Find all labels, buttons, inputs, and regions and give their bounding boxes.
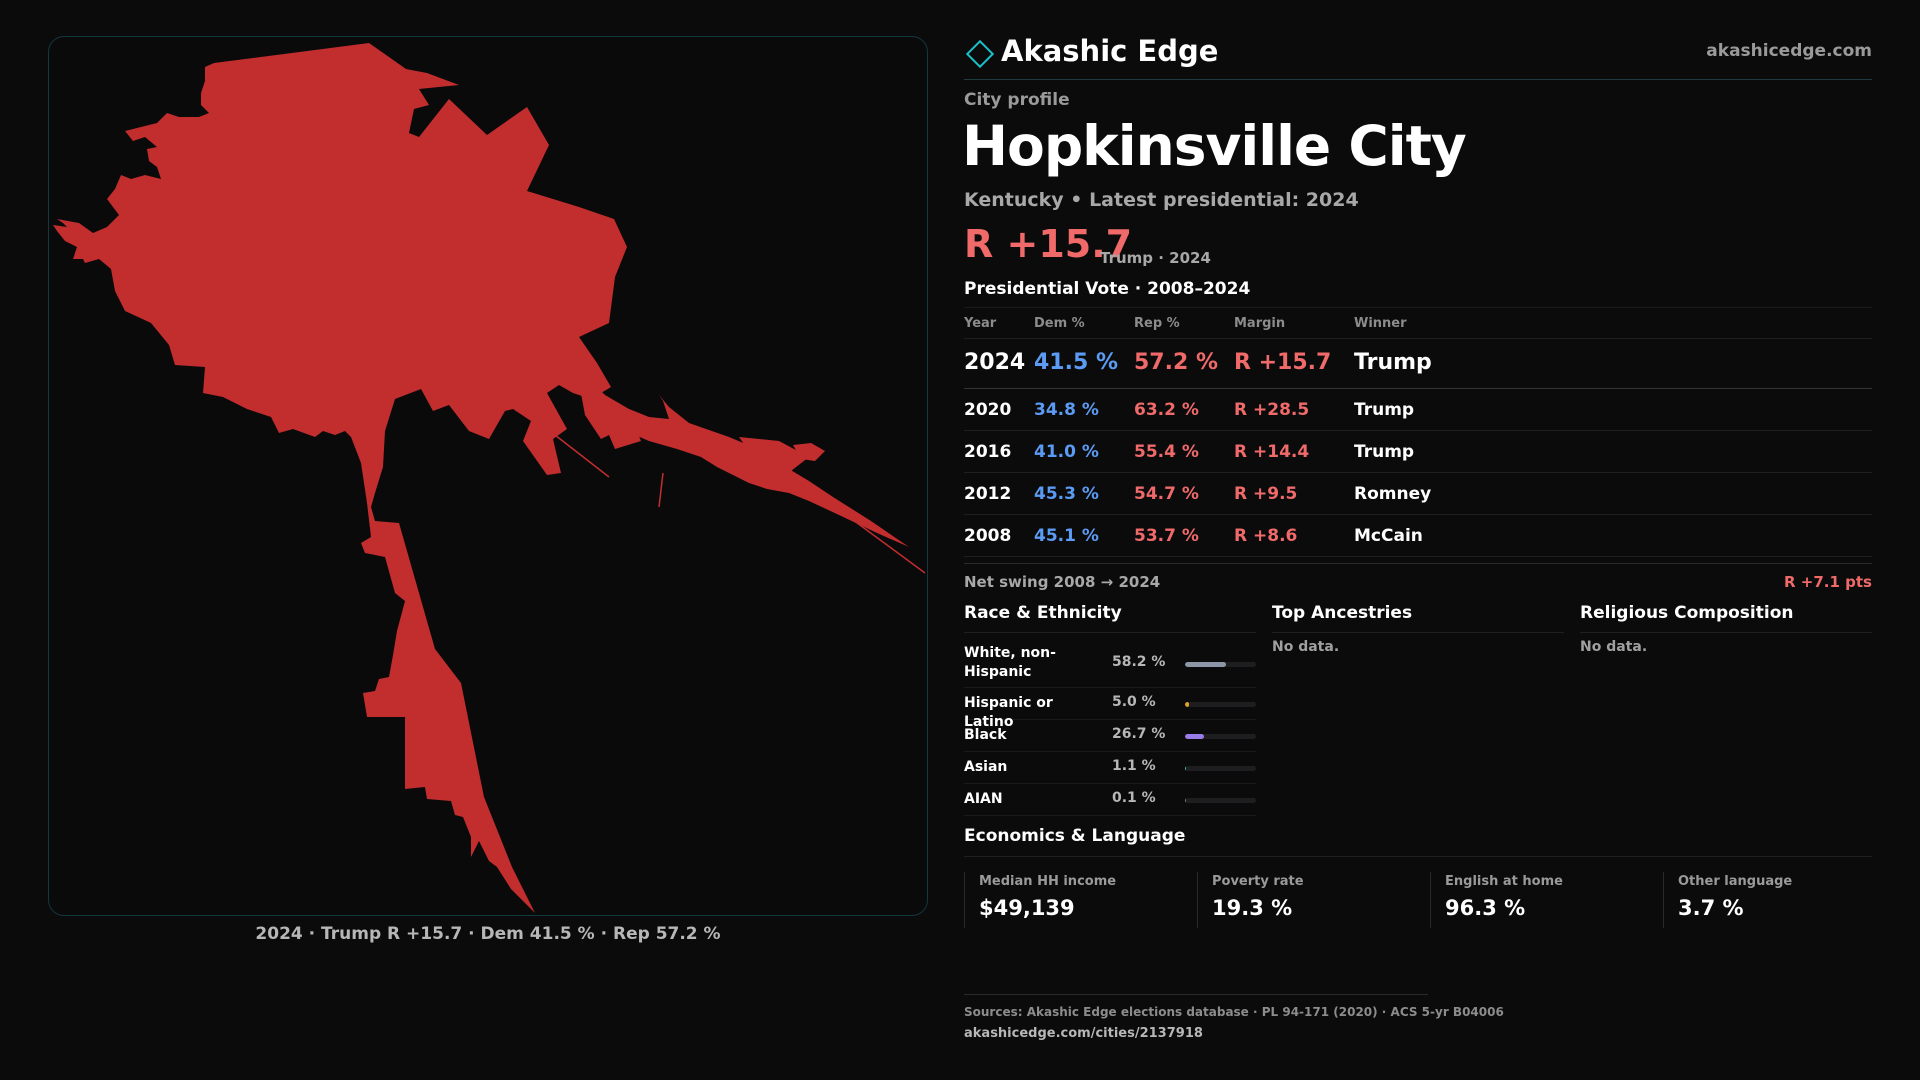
- diamond-logo-icon: [966, 40, 994, 68]
- city-boundary-thin-line-3: [849, 517, 925, 573]
- econ-card-income: [964, 872, 1164, 928]
- race-row: [964, 752, 1256, 784]
- race-bar-fill: [1185, 734, 1204, 739]
- cell-dem: 45.1 %: [1034, 526, 1099, 546]
- race-row: [964, 688, 1256, 730]
- cell-margin: R +15.7: [1234, 350, 1332, 375]
- econ-card-english: [1430, 872, 1630, 928]
- econ-value: 3.7 %: [1678, 896, 1744, 920]
- column-header-margin: Margin: [1234, 316, 1286, 331]
- city-boundary-tails: [519, 407, 925, 573]
- cell-winner: Trump: [1354, 442, 1415, 462]
- cell-winner: Romney: [1354, 484, 1432, 504]
- race-label: Asian: [964, 759, 1008, 775]
- race-bar-fill: [1185, 702, 1189, 707]
- cell-dem: 41.5 %: [1034, 350, 1118, 375]
- table-row: [964, 473, 1872, 515]
- page-kicker: City profile: [964, 90, 1070, 110]
- race-percent: 1.1 %: [1112, 758, 1156, 774]
- city-boundary-east-strip: [579, 377, 909, 547]
- race-bar-track: [1185, 734, 1256, 739]
- ancestries-empty-text: No data.: [1272, 639, 1340, 655]
- table-row-latest: [964, 339, 1872, 389]
- race-bar-track: [1185, 702, 1256, 707]
- cell-winner: Trump: [1354, 400, 1415, 420]
- race-bar-fill: [1185, 662, 1226, 667]
- table-row: [964, 515, 1872, 557]
- economics-section-title: Economics & Language: [964, 826, 1186, 846]
- city-boundary-polygons: [53, 43, 909, 913]
- cell-margin: R +28.5: [1234, 400, 1310, 420]
- map-caption: 2024 · Trump R +15.7 · Dem 41.5 % · Rep 57.2 %: [255, 924, 721, 944]
- religion-empty-text: No data.: [1580, 639, 1648, 655]
- race-bar-fill: [1185, 766, 1186, 771]
- net-swing-label: Net swing 2008 → 2024: [964, 573, 1161, 591]
- cell-winner: McCain: [1354, 526, 1423, 546]
- divider: [964, 994, 1428, 995]
- brand-header: [964, 30, 1872, 80]
- cell-margin: R +14.4: [1234, 442, 1310, 462]
- ancestries-section-title: Top Ancestries: [1272, 603, 1413, 623]
- race-row: [964, 640, 1256, 688]
- divider: [964, 632, 1256, 633]
- econ-value: 19.3 %: [1212, 896, 1293, 920]
- race-label: AIAN: [964, 791, 1003, 807]
- race-row: [964, 784, 1256, 816]
- cell-winner: Trump: [1354, 350, 1432, 375]
- divider: [1272, 632, 1564, 633]
- latest-margin: R +15.7: [964, 222, 1133, 266]
- cell-rep: 55.4 %: [1134, 442, 1199, 462]
- cell-dem: 41.0 %: [1034, 442, 1099, 462]
- race-label: Hispanic or Latino: [964, 695, 1053, 730]
- econ-label: English at home: [1445, 874, 1563, 889]
- cell-rep: 53.7 %: [1134, 526, 1199, 546]
- race-section-title: Race & Ethnicity: [964, 603, 1122, 623]
- race-percent: 5.0 %: [1112, 694, 1156, 710]
- city-profile-panel: [964, 0, 1872, 1080]
- econ-label: Median HH income: [979, 874, 1117, 889]
- city-map: [48, 36, 928, 916]
- econ-card-other-language: [1663, 872, 1863, 928]
- cell-rep: 57.2 %: [1134, 350, 1218, 375]
- table-row: [964, 389, 1872, 431]
- footer-url-link[interactable]: akashicedge.com/cities/2137918: [964, 1026, 1203, 1041]
- table-header-row: [964, 308, 1872, 339]
- city-boundary-shape: [49, 37, 928, 916]
- race-label: White, non-Hispanic: [964, 645, 1056, 680]
- page-title: Hopkinsville City: [962, 114, 1466, 178]
- sources-text: Sources: Akashic Edge elections database · PL 94-171 (2020) · ACS 5-yr B04006: [964, 1005, 1504, 1019]
- cell-dem: 45.3 %: [1034, 484, 1099, 504]
- column-header-year: Year: [964, 316, 997, 331]
- econ-value: 96.3 %: [1445, 896, 1526, 920]
- cell-year: 2008: [964, 526, 1012, 546]
- column-header-winner: Winner: [1354, 316, 1407, 331]
- cell-dem: 34.8 %: [1034, 400, 1099, 420]
- city-boundary-main: [53, 43, 627, 913]
- race-percent: 58.2 %: [1112, 654, 1166, 670]
- page-subtitle: Kentucky • Latest presidential: 2024: [964, 189, 1359, 211]
- race-bar-track: [1185, 662, 1256, 667]
- race-percent: 26.7 %: [1112, 726, 1166, 742]
- table-row: [964, 431, 1872, 473]
- cell-year: 2020: [964, 400, 1012, 420]
- brand-url-link[interactable]: akashicedge.com: [1706, 41, 1872, 61]
- divider: [964, 563, 1872, 564]
- brand-name: Akashic Edge: [1001, 34, 1219, 68]
- race-bar-track: [1185, 766, 1256, 771]
- race-bar-track: [1185, 798, 1256, 803]
- city-boundary-thin-line-2: [659, 473, 663, 507]
- vote-table-title: Presidential Vote · 2008–2024: [964, 279, 1251, 299]
- divider: [964, 856, 1872, 857]
- net-swing-value: R +7.1 pts: [1784, 573, 1872, 591]
- cell-margin: R +8.6: [1234, 526, 1298, 546]
- cell-year: 2024: [964, 350, 1026, 375]
- race-label: Black: [964, 727, 1007, 743]
- column-header-rep: Rep %: [1134, 316, 1180, 331]
- race-percent: 0.1 %: [1112, 790, 1156, 806]
- econ-label: Poverty rate: [1212, 874, 1304, 889]
- presidential-vote-table: [964, 307, 1872, 557]
- cell-margin: R +9.5: [1234, 484, 1298, 504]
- econ-card-poverty: [1197, 872, 1397, 928]
- econ-value: $49,139: [979, 896, 1075, 920]
- cell-year: 2016: [964, 442, 1012, 462]
- cell-rep: 54.7 %: [1134, 484, 1199, 504]
- column-header-dem: Dem %: [1034, 316, 1085, 331]
- religion-section-title: Religious Composition: [1580, 603, 1794, 623]
- cell-rep: 63.2 %: [1134, 400, 1199, 420]
- race-row: [964, 720, 1256, 752]
- cell-year: 2012: [964, 484, 1012, 504]
- divider: [1580, 632, 1872, 633]
- latest-margin-note: Trump · 2024: [1100, 249, 1211, 267]
- econ-label: Other language: [1678, 874, 1793, 889]
